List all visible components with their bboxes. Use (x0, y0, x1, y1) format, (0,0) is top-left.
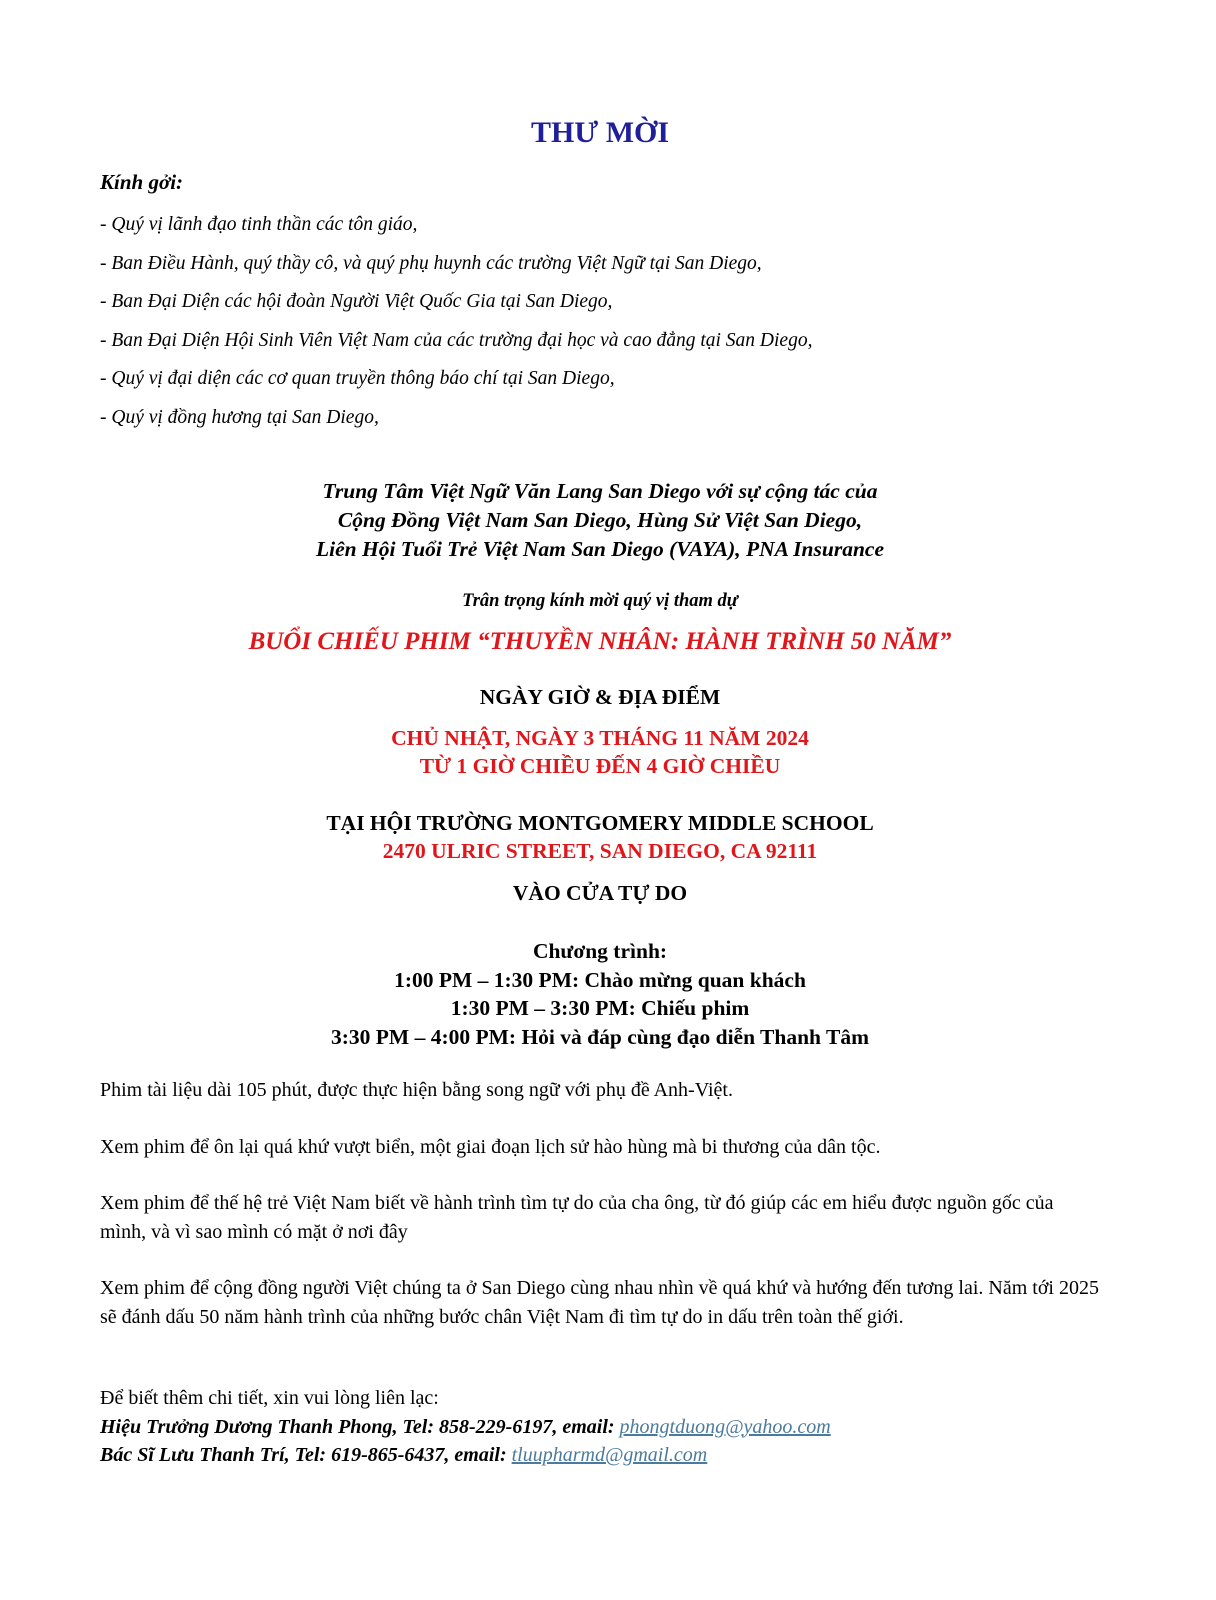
email-link[interactable]: tluupharmd@gmail.com (511, 1444, 708, 1466)
contact-intro: Để biết thêm chi tiết, xin vui lòng liên lạc: (100, 1387, 439, 1409)
organizer-line: Liên Hội Tuổi Trẻ Việt Nam San Diego (VAYA), PNA Insurance (315, 537, 884, 561)
venue-name: TẠI HỘI TRƯỜNG MONTGOMERY MIDDLE SCHOOL (326, 811, 874, 835)
contact-details: Bác Sĩ Lưu Thanh Trí, Tel: 619-865-6437, email: (100, 1444, 512, 1466)
organizers (0, 477, 1200, 564)
paragraph: Xem phim để ôn lại quá khứ vượt biển, một giai đoạn lịch sử hào hùng mà bi thương của dân tộc. (100, 1135, 881, 1158)
recipient-item: - Quý vị đại diện các cơ quan truyền thông báo chí tại San Diego, (100, 368, 615, 389)
recipient-item: - Quý vị đồng hương tại San Diego, (100, 406, 379, 428)
paragraph: Xem phim để thế hệ trẻ Việt Nam biết về hành trình tìm tự do của cha ông, từ đó giúp các em hiểu được nguồn gốc của mình, và vì sao mình có mặt ở nơi đây (100, 1192, 1054, 1243)
invite-line: Trân trọng kính mời quý vị tham dự (462, 591, 738, 611)
paragraph: Xem phim để cộng đồng người Việt chúng ta ở San Diego cùng nhau nhìn về quá khứ và hướng đến tương lai. Năm tới 2025 sẽ đánh dấu 50 năm hành trình của những bước chân Việt Nam đi tìm tự do in dấu trên toàn thế giới. (100, 1277, 1099, 1328)
program-heading: Chương trình: (532, 939, 668, 963)
paragraph: Phim tài liệu dài 105 phút, được thực hiện bằng song ngữ với phụ đề Anh-Việt. (100, 1079, 733, 1101)
recipient-list (100, 206, 812, 437)
program-item: 3:30 PM – 4:00 PM: Hỏi và đáp cùng đạo diễn Thanh Tâm (331, 1024, 869, 1049)
recipient-item: - Ban Điều Hành, quý thầy cô, và quý phụ huynh các trường Việt Ngữ tại San Diego, (100, 252, 762, 274)
event-title: BUỔI CHIẾU PHIM “THUYỀN NHÂN: HÀNH TRÌNH 50 NĂM” (248, 628, 952, 655)
program-schedule (0, 937, 1200, 1051)
admission-note: VÀO CỬA TỰ DO (512, 881, 688, 905)
recipient-item: - Ban Đại Diện Hội Sinh Viên Việt Nam của các trường đại học và cao đẳng tại San Diego, (100, 329, 813, 351)
organizer-line: Cộng Đồng Việt Nam San Diego, Hùng Sử Việt San Diego, (337, 508, 863, 532)
datetime-heading: NGÀY GIỜ & ĐỊA ĐIỂM (479, 685, 721, 709)
contact-person (100, 1413, 831, 1442)
organizer-line: Trung Tâm Việt Ngữ Văn Lang San Diego với sự cộng tác của (322, 479, 878, 503)
contact-details: Hiệu Trưởng Dương Thanh Phong, Tel: 858-229-6197, email: (100, 1415, 620, 1438)
program-item: 1:30 PM – 3:30 PM: Chiếu phim (450, 996, 750, 1020)
event-time: TỪ 1 GIỜ CHIỀU ĐẾN 4 GIỜ CHIỀU (419, 754, 781, 778)
event-date: CHỦ NHẬT, NGÀY 3 THÁNG 11 NĂM 2024 (391, 726, 809, 750)
page-title: THƯ MỜI (530, 116, 670, 149)
body-paragraphs (100, 1076, 1100, 1359)
recipient-item: - Ban Đại Diện các hội đoàn Người Việt Quốc Gia tại San Diego, (100, 291, 613, 312)
contact-section (100, 1384, 831, 1470)
contact-person (100, 1441, 831, 1470)
event-venue (0, 809, 1200, 865)
email-link[interactable]: phongtduong@yahoo.com (619, 1415, 831, 1438)
event-datetime (0, 724, 1200, 780)
venue-address: 2470 ULRIC STREET, SAN DIEGO, CA 92111 (382, 839, 818, 863)
recipient-item: - Quý vị lãnh đạo tinh thần các tôn giáo, (100, 214, 418, 235)
program-item: 1:00 PM – 1:30 PM: Chào mừng quan khách (394, 967, 806, 992)
greeting: Kính gởi: (100, 170, 184, 194)
